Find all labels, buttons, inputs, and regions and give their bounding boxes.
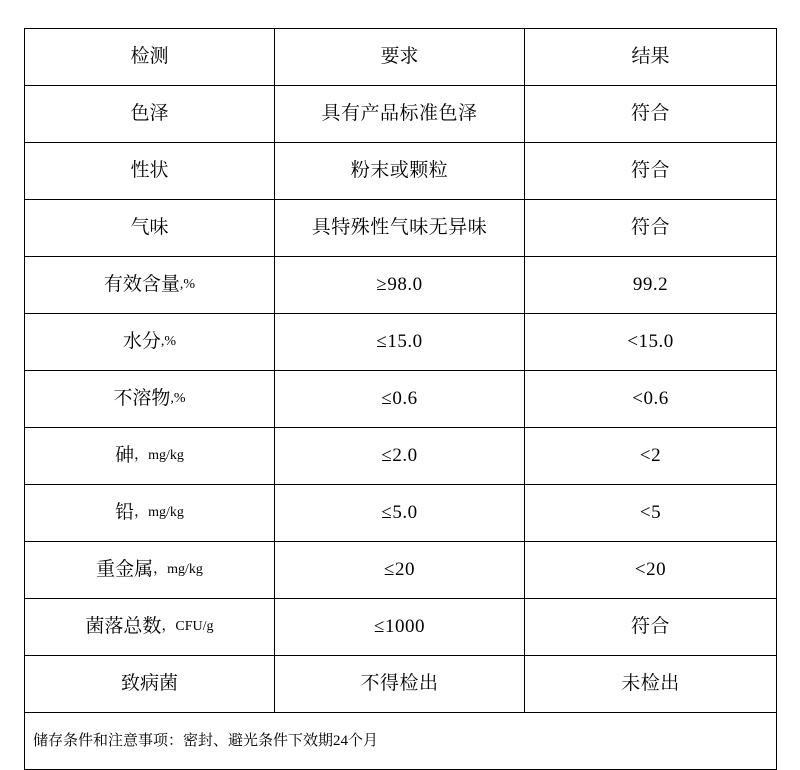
cell-requirement bbox=[275, 86, 525, 143]
cell-item bbox=[25, 143, 275, 200]
cell-result bbox=[525, 656, 777, 713]
item-unit: ,% bbox=[160, 333, 177, 349]
cell-result bbox=[525, 371, 777, 428]
cell-item bbox=[25, 86, 275, 143]
cell-requirement bbox=[275, 200, 525, 257]
item-label: 重金属 bbox=[96, 558, 154, 580]
item-label: 致病菌 bbox=[120, 672, 178, 694]
requirement-value: ≤20 bbox=[384, 558, 415, 580]
result-value: 符合 bbox=[630, 216, 670, 238]
result-value: <2 bbox=[639, 444, 662, 466]
cell-requirement bbox=[275, 314, 525, 371]
requirement-value: ≤15.0 bbox=[376, 330, 423, 352]
cell-result bbox=[525, 257, 777, 314]
cell-requirement bbox=[275, 485, 525, 542]
item-label: 有效含量 bbox=[103, 273, 180, 295]
requirement-value: ≥98.0 bbox=[376, 273, 423, 295]
cell-result bbox=[525, 599, 777, 656]
cell-item bbox=[25, 656, 275, 713]
table-row bbox=[25, 314, 777, 371]
cell-item bbox=[25, 542, 275, 599]
result-value: 符合 bbox=[630, 159, 670, 181]
cell-item bbox=[25, 428, 275, 485]
table-footer-row bbox=[25, 713, 777, 770]
table-header-cell-result bbox=[525, 29, 777, 86]
cell-requirement bbox=[275, 257, 525, 314]
table-row bbox=[25, 257, 777, 314]
cell-item bbox=[25, 200, 275, 257]
result-value: <5 bbox=[639, 501, 662, 523]
table-header-cell-item bbox=[25, 29, 275, 86]
table-header-cell-requirement bbox=[275, 29, 525, 86]
result-value: 符合 bbox=[630, 102, 670, 124]
storage-note-text: 储存条件和注意事项：密封、避光条件下效期24个月 bbox=[33, 733, 379, 749]
cell-result bbox=[525, 314, 777, 371]
item-label: 不溶物 bbox=[113, 387, 171, 409]
item-unit: ，CFU/g bbox=[161, 618, 214, 634]
cell-item bbox=[25, 485, 275, 542]
specification-table bbox=[24, 28, 777, 770]
requirement-value: ≤2.0 bbox=[381, 444, 418, 466]
cell-result bbox=[525, 428, 777, 485]
cell-item bbox=[25, 371, 275, 428]
item-unit: ,% bbox=[170, 390, 186, 406]
storage-note-cell bbox=[25, 713, 777, 770]
item-unit: ，mg/kg bbox=[134, 447, 184, 463]
header-label-item: 检测 bbox=[130, 45, 169, 67]
cell-requirement bbox=[275, 542, 525, 599]
table-row bbox=[25, 656, 777, 713]
item-label: 色泽 bbox=[130, 102, 169, 124]
item-label: 菌落总数 bbox=[85, 615, 162, 637]
cell-requirement bbox=[275, 371, 525, 428]
requirement-value: ≤0.6 bbox=[381, 387, 418, 409]
requirement-value: ≤5.0 bbox=[381, 501, 418, 523]
cell-result bbox=[525, 86, 777, 143]
item-label: 性状 bbox=[130, 159, 169, 181]
requirement-value: 具有产品标准色泽 bbox=[321, 102, 478, 124]
result-value: 符合 bbox=[630, 615, 670, 637]
requirement-value: 具特殊性气味无异味 bbox=[311, 216, 488, 238]
cell-item bbox=[25, 257, 275, 314]
table-row bbox=[25, 599, 777, 656]
cell-requirement bbox=[275, 656, 525, 713]
cell-result bbox=[525, 200, 777, 257]
header-label-result: 结果 bbox=[631, 45, 670, 67]
cell-item bbox=[25, 599, 275, 656]
table-row bbox=[25, 542, 777, 599]
item-label: 铅 bbox=[115, 501, 135, 523]
result-value: 未检出 bbox=[621, 672, 680, 694]
result-value: <20 bbox=[634, 558, 667, 580]
cell-item bbox=[25, 314, 275, 371]
table-row bbox=[25, 143, 777, 200]
table-row bbox=[25, 428, 777, 485]
item-unit: ,% bbox=[179, 276, 196, 292]
table-row bbox=[25, 86, 777, 143]
result-value: 99.2 bbox=[632, 273, 669, 295]
requirement-value: 不得检出 bbox=[360, 672, 439, 694]
item-label: 砷 bbox=[115, 444, 135, 466]
item-label: 气味 bbox=[130, 216, 169, 238]
table-header-row bbox=[25, 29, 777, 86]
cell-requirement bbox=[275, 599, 525, 656]
item-label: 水分 bbox=[122, 330, 161, 352]
cell-result bbox=[525, 542, 777, 599]
table-row bbox=[25, 200, 777, 257]
result-value: <0.6 bbox=[632, 387, 669, 409]
cell-requirement bbox=[275, 143, 525, 200]
requirement-value: 粉末或颗粒 bbox=[350, 159, 449, 181]
requirement-value: ≤1000 bbox=[374, 615, 425, 637]
table-row bbox=[25, 485, 777, 542]
cell-result bbox=[525, 143, 777, 200]
cell-result bbox=[525, 485, 777, 542]
result-value: <15.0 bbox=[627, 330, 674, 352]
header-label-requirement: 要求 bbox=[380, 45, 419, 67]
item-unit: ，mg/kg bbox=[153, 561, 203, 577]
table-row bbox=[25, 371, 777, 428]
item-unit: ，mg/kg bbox=[134, 504, 184, 520]
cell-requirement bbox=[275, 428, 525, 485]
